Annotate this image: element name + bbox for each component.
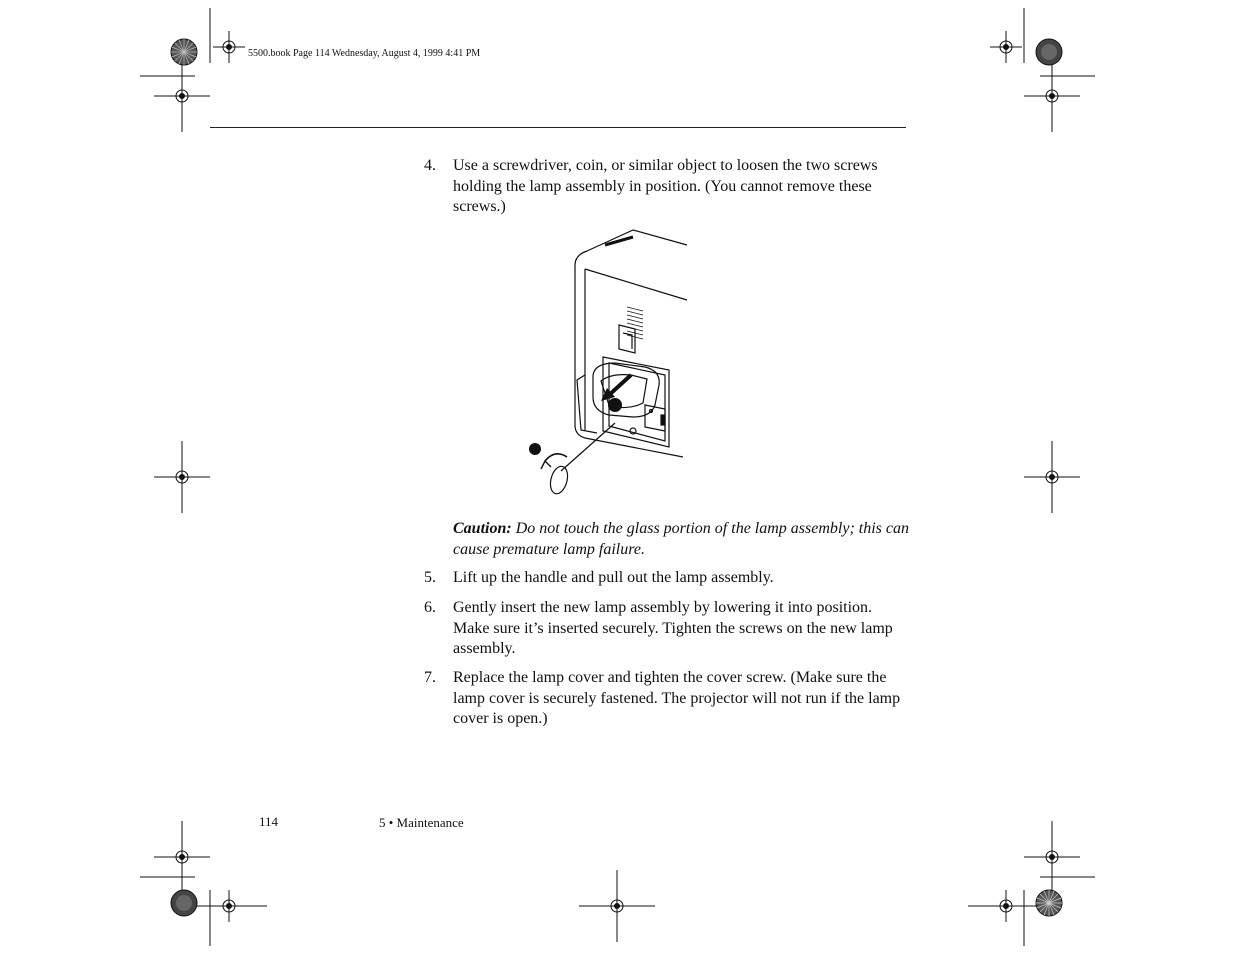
step-number: 4. [424, 157, 436, 174]
caution-label: Caution: [453, 520, 512, 537]
lamp-removal-illustration [515, 225, 700, 500]
print-slug-line: 5500.book Page 114 Wednesday, August 4, 1999 4:41 PM [248, 48, 481, 59]
step-4 [424, 156, 904, 218]
step-text: Gently insert the new lamp assembly by lowering it into position. Make sure it’s inserted securely. Tighten the screws on the new lamp assembly. [453, 599, 893, 657]
step-text: Use a screwdriver, coin, or similar object to loosen the two screws holding the lamp assembly in position. (You cannot remove these screws.) [453, 157, 878, 215]
header-rule [210, 127, 906, 128]
step-6 [424, 598, 904, 660]
step-number: 6. [424, 599, 436, 616]
page-number: 114 [259, 814, 279, 829]
caution-text: Do not touch the glass portion of the lamp assembly; this can cause premature lamp failure. [453, 520, 909, 558]
step-5 [424, 568, 904, 590]
caution-note [453, 519, 913, 560]
step-number: 5. [424, 569, 436, 586]
step-text: Lift up the handle and pull out the lamp assembly. [453, 569, 774, 586]
chapter-footer: 5 • Maintenance [379, 815, 464, 830]
step-number: 7. [424, 669, 436, 686]
step-text: Replace the lamp cover and tighten the cover screw. (Make sure the lamp cover is securely fastened. The projector will not run if the lamp cover is open.) [453, 669, 901, 727]
step-7 [424, 668, 904, 730]
